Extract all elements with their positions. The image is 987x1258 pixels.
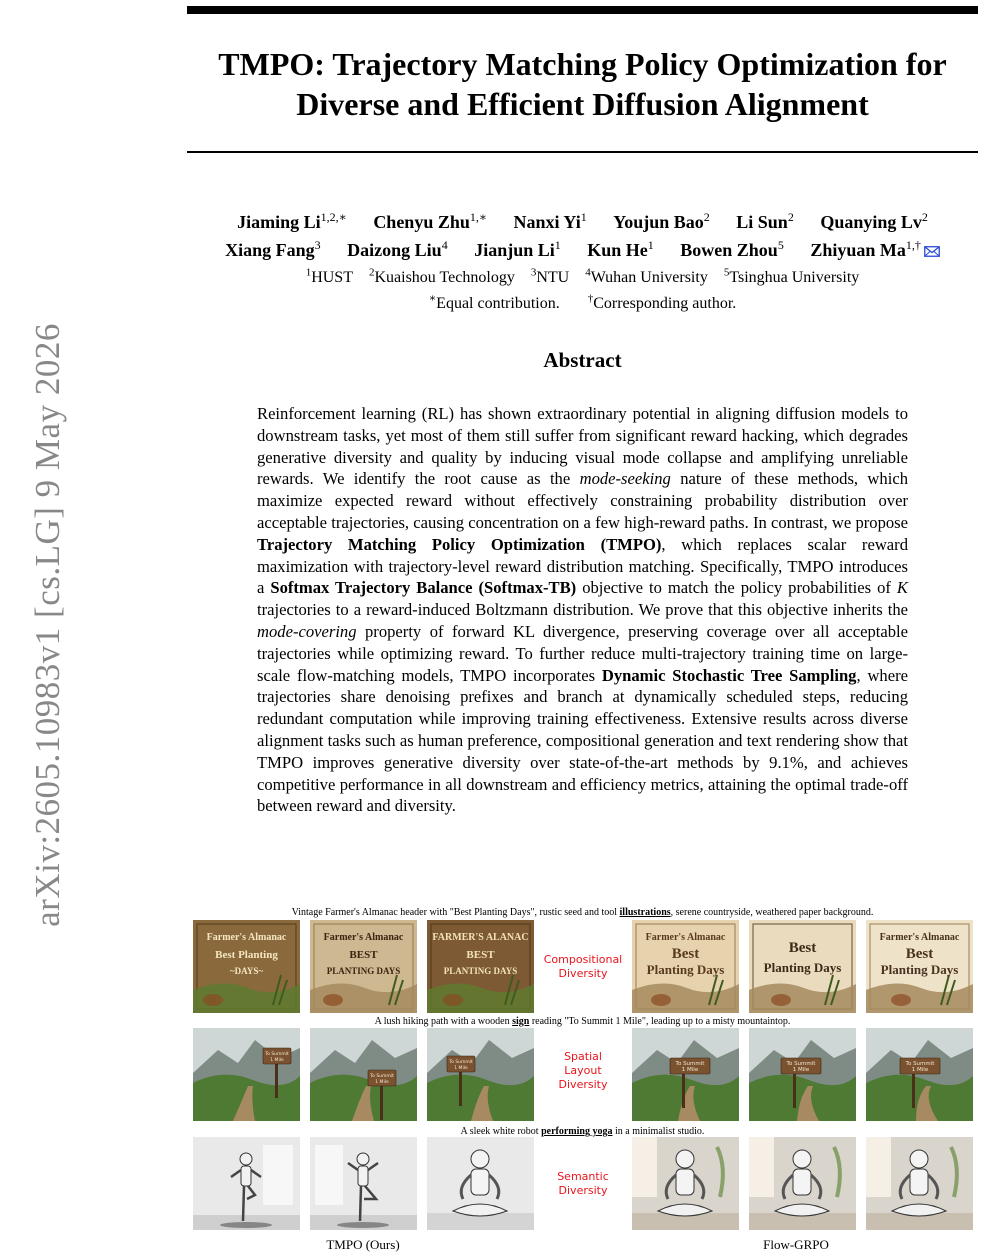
arxiv-identifier-margin [0, 0, 67, 1258]
abstract-body [257, 403, 908, 817]
abstract-paragraph: Reinforcement learning (RL) has shown extraordinary potential in aligning diffusion models to downstream tasks, yet most of them still suffer from significant reward hacking, which degrades generative diversity and quality by inducing visual mode collapse and amplifying unreliable rewards. We identify the root cause as the mode-seeking nature of these methods, which maximize expected reward without effectively constraining probability distribution over acceptable trajectories, causing concentration on a few high-reward paths. In contrast, we propose Trajectory Matching Policy Optimization (TMPO), which replaces scalar reward maximization with trajectory-level reward distribution matching. Specifically, TMPO introduces a Softmax Trajectory Balance (Softmax-TB) objective to match the policy probabilities of K trajectories to a reward-induced Boltzmann distribution. We prove that this objective inherits the mode-covering property of forward KL divergence, preserving coverage over all acceptable trajectories while optimizing reward. To further reduce multi-trajectory training time on large-scale flow-matching models, TMPO incorporates Dynamic Stochastic Tree Sampling, where trajectories share denoising prefixes and branch at dynamically scheduled steps, reducing redundant computation while improving training effectiveness. Extensive results across diverse alignment tasks such as human preference, compositional generation and text rendering show that TMPO improves generative diversity over state-of-the-art methods by 9.1%, and achieves competitive performance in all downstream and efficiency metrics, attaining the optimal trade-off between reward and diversity. [257, 404, 908, 816]
almanac-subtitle-text: ~DAYS~ [229, 966, 264, 976]
hiking-path-illustration [749, 1028, 856, 1121]
author-notes [187, 289, 978, 314]
title-rule-top [187, 6, 978, 14]
flow-grpo-sample-image [866, 1137, 973, 1230]
yoga-robot-illustration [632, 1137, 739, 1230]
author: Li Sun$^2$ [736, 210, 794, 232]
affiliation: $^4$Wuhan University [585, 267, 708, 287]
almanac-title-text: BEST [466, 949, 495, 961]
almanac-header-text: Farmer's Almanac [323, 932, 404, 943]
almanac-illustration [866, 920, 973, 1013]
affiliations [187, 263, 978, 288]
almanac-illustration [193, 920, 300, 1013]
title-line-2: Diverse and Efficient Diffusion Alignment [296, 86, 869, 122]
author: Daizong Liu$^4$ [347, 238, 448, 260]
almanac-title-text: Best [788, 940, 817, 956]
almanac-subtitle-text: Planting Days [880, 962, 959, 977]
tmpo-sample-image [193, 1028, 300, 1121]
paper-title [187, 44, 978, 124]
tmpo-sample-image [427, 1137, 534, 1230]
tmpo-sample-image [193, 1137, 300, 1230]
author-list [187, 206, 978, 262]
trail-sign-text: To Summit [786, 1061, 816, 1067]
almanac-subtitle-text: PLANTING DAYS [443, 966, 518, 976]
compositional-diversity-label: Compositional Diversity [543, 953, 623, 980]
author: Youjun Bao$^2$ [613, 210, 710, 232]
author: Quanying Lv$^2$ [820, 210, 928, 232]
equal-contribution-note: ∗Equal contribution. [428, 293, 560, 313]
yoga-robot-illustration [193, 1137, 300, 1230]
affiliation: $^1$HUST [305, 267, 353, 287]
flow-grpo-sample-image [749, 1028, 856, 1121]
flow-grpo-sample-image [749, 920, 856, 1013]
flow-grpo-sample-image [632, 920, 739, 1013]
almanac-illustration [632, 920, 739, 1013]
almanac-header-text: Farmer's Almanac [879, 932, 960, 943]
prompt-row-1: Vintage Farmer's Almanac header with "Best Planting Days", rustic seed and tool illustrations, serene countryside, weathered paper background. [291, 907, 874, 918]
title-rule-bottom [187, 151, 978, 153]
spatial-layout-diversity-label: Spatial Layout Diversity [558, 1050, 608, 1091]
almanac-illustration [427, 920, 534, 1013]
author-line-1 [187, 206, 978, 234]
corresponding-author-note: †Corresponding author. [587, 293, 737, 313]
tmpo-sample-image [310, 920, 417, 1013]
yoga-robot-illustration [310, 1137, 417, 1230]
almanac-header-text: Farmer's Almanac [645, 932, 726, 943]
yoga-robot-illustration [427, 1137, 534, 1230]
prompt-row-3: A sleek white robot performing yoga in a minimalist studio. [460, 1126, 705, 1137]
prompt-row-2: A lush hiking path with a wooden sign reading "To Summit 1 Mile", leading up to a misty mountaintop. [374, 1016, 791, 1027]
flow-grpo-sample-image [632, 1137, 739, 1230]
almanac-illustration [749, 920, 856, 1013]
abstract-heading: Abstract [543, 348, 622, 372]
caption-tmpo: TMPO (Ours) [326, 1237, 400, 1252]
hiking-path-illustration [310, 1028, 417, 1121]
arxiv-identifier: arXiv:2605.10983v1 [cs.LG] 9 May 2026 [28, 323, 67, 927]
svg-text:1 Mile: 1 Mile [270, 1058, 284, 1063]
svg-text:1 Mile: 1 Mile [454, 1066, 468, 1071]
svg-text:1 Mile: 1 Mile [792, 1067, 810, 1073]
flow-grpo-sample-image [866, 920, 973, 1013]
trail-sign-text: To Summit [265, 1052, 289, 1057]
trail-sign-text: To Summit [905, 1061, 935, 1067]
tmpo-sample-image [310, 1028, 417, 1121]
yoga-robot-illustration [866, 1137, 973, 1230]
affiliation: $^5$Tsinghua University [723, 267, 860, 287]
tmpo-sample-image [193, 920, 300, 1013]
author: Nanxi Yi$^1$ [513, 210, 587, 232]
almanac-subtitle-text: PLANTING DAYS [326, 966, 401, 976]
almanac-title-text: Best [671, 946, 700, 962]
tmpo-sample-image [427, 1028, 534, 1121]
trail-sign-text: To Summit [370, 1074, 394, 1079]
yoga-robot-illustration [749, 1137, 856, 1230]
author: Jianjun Li$^1$ [474, 238, 561, 260]
flow-grpo-sample-image [866, 1028, 973, 1121]
svg-text:1 Mile: 1 Mile [375, 1080, 389, 1085]
almanac-title-text: BEST [349, 949, 378, 961]
author: Bowen Zhou$^5$ [680, 238, 784, 260]
tmpo-sample-image [310, 1137, 417, 1230]
almanac-header-text: Farmer's Almanac [206, 932, 287, 943]
almanac-subtitle-text: Planting Days [763, 960, 842, 975]
author: Chenyu Zhu$^{1,∗}$ [373, 210, 488, 232]
semantic-diversity-label: Semantic Diversity [557, 1170, 609, 1197]
hiking-path-illustration [866, 1028, 973, 1121]
affiliation: $^2$Kuaishou Technology [368, 267, 515, 287]
title-line-1: TMPO: Trajectory Matching Policy Optimization for [218, 46, 947, 82]
flow-grpo-sample-image [632, 1028, 739, 1121]
caption-flow-grpo: Flow-GRPO [763, 1237, 829, 1252]
author: Zhiyuan $Ma^{1,\dagger}$ [810, 240, 940, 260]
almanac-illustration [310, 920, 417, 1013]
svg-text:1 Mile: 1 Mile [911, 1067, 929, 1073]
hiking-path-illustration [427, 1028, 534, 1121]
svg-text:1 Mile: 1 Mile [681, 1067, 699, 1073]
flow-grpo-sample-image [749, 1137, 856, 1230]
trail-sign-text: To Summit [675, 1061, 705, 1067]
author: Jiaming $Li^{1,2,∗}$ [237, 210, 347, 232]
hiking-path-illustration [632, 1028, 739, 1121]
tmpo-sample-image [427, 920, 534, 1013]
almanac-title-text: Best [905, 946, 934, 962]
almanac-subtitle-text: Planting Days [646, 962, 725, 977]
affiliation: $^3$NTU [530, 267, 570, 287]
hiking-path-illustration [193, 1028, 300, 1121]
almanac-header-text: FARMER'S ALANAC [432, 932, 529, 943]
author: Kun He$^1$ [587, 238, 654, 260]
author: Xiang Fang$^3$ [225, 238, 321, 260]
trail-sign-text: To Summit [449, 1060, 473, 1065]
author-line-2 [187, 234, 978, 262]
almanac-title-text: Best Planting [215, 949, 278, 961]
email-icon[interactable] [924, 246, 940, 257]
